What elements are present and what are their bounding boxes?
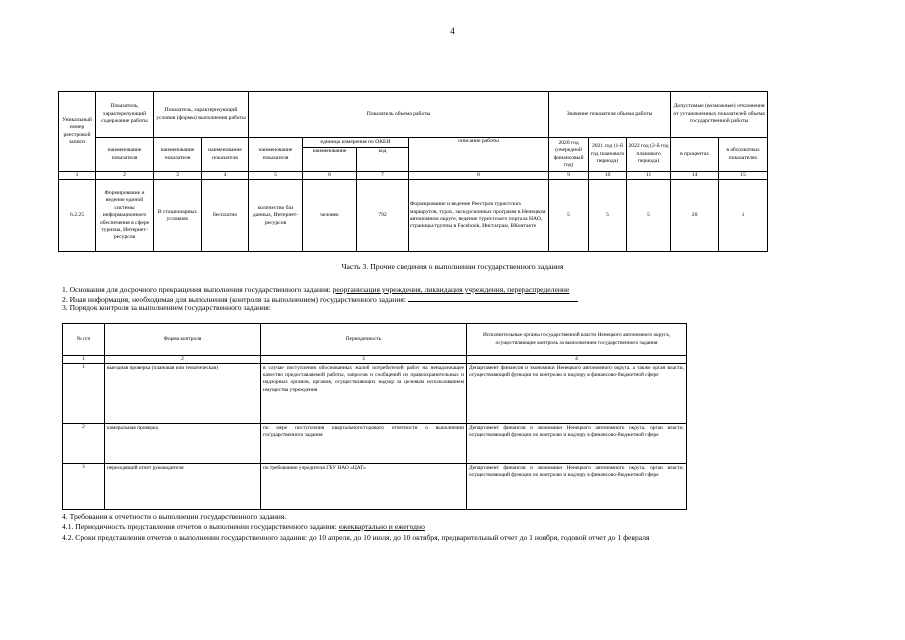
header-name-indicator: наименование показателя — [154, 138, 202, 172]
column-number: 3 — [154, 172, 202, 180]
cell-okei-code: 792 — [357, 180, 409, 252]
header-in-percent: в процентах — [671, 138, 719, 172]
control-table — [62, 323, 687, 510]
cell-period: по мере поступления квартального/годового отчетности о выполнении государственного задания — [261, 424, 467, 464]
table-row — [59, 180, 768, 252]
column-number: 10 — [589, 172, 627, 180]
column-number: 1 — [59, 172, 96, 180]
column-number: 14 — [671, 172, 719, 180]
column-number: 9 — [549, 172, 589, 180]
cell-value-2022: 5 — [627, 180, 671, 252]
column-number: 11 — [627, 172, 671, 180]
header-conditions-indicator: Показатель, характеризующий условия (формы) выполнения работы — [154, 92, 249, 138]
other-info-label: 2. Иная информация, необходимая для выполнения (контроля за выполнением) государственного задания: — [62, 295, 408, 304]
cell-form: камеральная проверка — [105, 424, 261, 464]
header-work-description: описание работы — [409, 138, 549, 172]
header-period: Периодичность — [261, 324, 467, 356]
header-content-indicator: Показатель, характеризующий содержание работы — [96, 92, 154, 138]
header-name-indicator: наименование показателя — [202, 138, 249, 172]
cell-deviation-percent: 20 — [671, 180, 719, 252]
column-number: 7 — [357, 172, 409, 180]
cell-condition: В стационарных условиях — [154, 180, 202, 252]
cell-num: 2 — [63, 424, 105, 464]
header-unit-name: наименование — [303, 148, 357, 172]
cell-form: переходящий отчет руководителя — [105, 464, 261, 510]
header-volume-indicator: Показатель объема работы — [249, 92, 549, 138]
column-number: 4 — [467, 356, 687, 364]
column-number: 15 — [719, 172, 768, 180]
table-row — [63, 464, 687, 510]
cell-payment: бесплатно — [202, 180, 249, 252]
header-year-2020: 2020 год (очередной финансовый год) — [549, 138, 589, 172]
reporting-frequency — [62, 522, 686, 532]
header-deviations: Допустимые (возможные) отклонения от установленных показателей объема государственной работы — [671, 92, 768, 138]
column-number: 6 — [303, 172, 357, 180]
grounds-value: реорганизация учреждения, ликвидация учреждения, перераспределение — [332, 285, 570, 294]
column-number: 2 — [96, 172, 154, 180]
header-form: Форма контроля — [105, 324, 261, 356]
cell-value-2021: 5 — [589, 180, 627, 252]
control-order-line: 3. Порядок контроля за выполнением государственного задания: — [62, 303, 271, 312]
cell-value-2020: 5 — [549, 180, 589, 252]
header-in-absolute: в абсолютных показателях — [719, 138, 768, 172]
reporting-frequency-value: ежеквартально и ежегодно — [338, 522, 425, 531]
page-number: 4 — [450, 26, 455, 36]
column-number: 4 — [202, 172, 249, 180]
cell-executive: Департамент финансов и экономики Ненецкого автономного округа, орган власти, осуществляющий функции по контролю и надзору в финансово-бюджетной сфере — [467, 424, 687, 464]
cell-num: 1 — [63, 364, 105, 424]
cell-code: 6.2.25 — [59, 180, 96, 252]
reporting-deadlines: 4.2. Сроки представления отчетов о выполнении государственного задания: до 10 апреля, до 10 июля, до 10 октября, предварительный отчет до 1 ноября, годовой отчет до 1 февраля — [62, 533, 650, 542]
table-row — [63, 424, 687, 464]
header-year-2021: 2021 год (1-й год планового периода) — [589, 138, 627, 172]
column-number: 2 — [105, 356, 261, 364]
cell-period: в случае поступления обоснованных жалоб потребителей работ на ненадлежащее качество предоставляемой работы, запросов и сообщений из правоохранительных и надзорных органов, органов, осуществляющих надзор за целевым использованием имущества учреждения — [261, 364, 467, 424]
header-name-indicator: наименование показателя — [96, 138, 154, 172]
column-number: 3 — [261, 356, 467, 364]
column-number: 1 — [63, 356, 105, 364]
cell-form: выездная проверка (плановая или тематическая) — [105, 364, 261, 424]
grounds-line — [62, 285, 702, 294]
header-unique-number: Уникальный номер реестровой записи — [59, 92, 96, 172]
cell-indicator: количество баз данных, Интернет-ресурсов — [249, 180, 303, 252]
cell-executive: Департамент финансов и экономики Ненецкого автономного округа, орган власти, осуществляющий функции по контролю и надзору в финансово-бюджетной сфере — [467, 464, 687, 510]
header-unit-code: код — [357, 148, 409, 172]
header-num: № п/п — [63, 324, 105, 356]
header-name-indicator: наименование показателя — [249, 138, 303, 172]
cell-unit: человек — [303, 180, 357, 252]
work-volume-table — [58, 91, 768, 252]
grounds-label: 1. Основания для досрочного прекращения выполнения государственного задания: — [62, 285, 333, 294]
cell-deviation-absolute: 1 — [719, 180, 768, 252]
cell-period: по требованию учредителя ГБУ НАО «ЦАТ» — [261, 464, 467, 510]
cell-content: Формирование и ведение единой системы информационного обеспечения в сфере туризма, Интернет-ресурсов — [96, 180, 154, 252]
cell-description: Формирование и ведение Реестров туристских маршрутов, турах, экскурсионных программ в Ненецком автономном округе, ведение туристского портала НАО, страницы/группы в Facebook, Инстаграм, ВКонтакте — [409, 180, 549, 252]
cell-num: 3 — [63, 464, 105, 510]
reporting-frequency-label: 4.1. Периодичность представления отчетов о выполнении государственного задания: — [62, 522, 339, 531]
table-row — [63, 364, 687, 424]
column-number: 8 — [409, 172, 549, 180]
other-info-blank — [408, 294, 578, 302]
header-executive: Исполнительные органы государственной власти Ненецкого автономного округа, осуществляющие контроль за выполнением государственного задания — [467, 324, 687, 356]
part3-title: Часть 3. Прочие сведения о выполнении государственного задания — [341, 262, 564, 271]
cell-executive: Департамент финансов и экономики Ненецкого автономного округа, а также орган власти, осуществляющий функции по контролю и надзору в финансово-бюджетной сфере — [467, 364, 687, 424]
column-number: 5 — [249, 172, 303, 180]
header-year-2022: 2022 год (2-й год планового периода) — [627, 138, 671, 172]
header-value-indicator: Значение показателя объема работы — [549, 92, 671, 138]
reporting-requirements: 4. Требования к отчетности о выполнении государственного задания. — [62, 512, 287, 521]
header-unit-okei: единица измерения по ОКЕИ — [303, 138, 409, 148]
